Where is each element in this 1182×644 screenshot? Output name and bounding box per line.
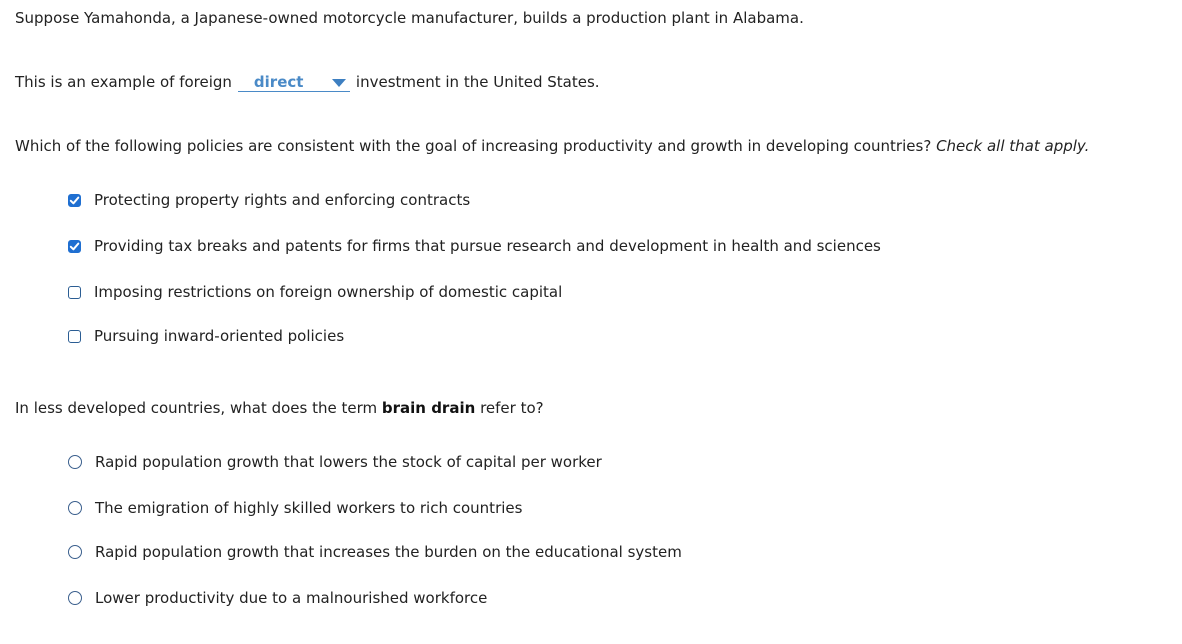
question1-sentence [15,72,600,92]
policy-option-label: Imposing restrictions on foreign ownership of domestic capital [94,283,563,301]
policy-option-1[interactable] [68,190,470,210]
checkbox-unchecked-icon[interactable] [68,330,81,343]
brain-drain-option-3[interactable] [68,542,682,562]
question3-term: brain drain [381,399,476,417]
policy-option-label: Providing tax breaks and patents for firms that pursue research and development in health and sciences [94,237,881,255]
policy-option-label: Protecting property rights and enforcing contracts [94,191,471,209]
question3-text-before: In less developed countries, what does the term [15,399,378,417]
policy-option-3[interactable] [68,282,562,302]
question2-instruction: Check all that apply. [936,137,1090,155]
brain-drain-option-2[interactable] [68,498,522,518]
caret-down-icon [332,79,346,87]
question1-sentence-after: investment in the United States. [355,73,600,91]
policy-option-2[interactable] [68,236,881,256]
brain-drain-option-4[interactable] [68,588,487,608]
brain-drain-option-label: Lower productivity due to a malnourished workforce [95,589,488,607]
question1-prompt: Suppose Yamahonda, a Japanese-owned motorcycle manufacturer, builds a production plant in Alabama. [15,9,804,27]
question2-prompt [15,136,1089,156]
investment-type-dropdown[interactable] [238,72,350,92]
policy-option-4[interactable] [68,326,344,346]
policy-option-label: Pursuing inward-oriented policies [94,327,345,345]
radio-unselected-icon[interactable] [68,545,82,559]
question3-text-after: refer to? [480,399,544,417]
radio-unselected-icon[interactable] [68,501,82,515]
question1-sentence-before: This is an example of foreign [15,73,232,91]
radio-unselected-icon[interactable] [68,455,82,469]
question2-text: Which of the following policies are consistent with the goal of increasing productivity and growth in developing countries? [15,137,932,155]
checkbox-checked-icon[interactable] [68,194,81,207]
brain-drain-option-1[interactable] [68,452,602,472]
brain-drain-option-label: Rapid population growth that lowers the stock of capital per worker [95,453,602,471]
question3-prompt [15,398,544,418]
dropdown-selected-value: direct [253,72,304,91]
brain-drain-option-label: The emigration of highly skilled workers to rich countries [95,499,523,517]
radio-unselected-icon[interactable] [68,591,82,605]
checkbox-unchecked-icon[interactable] [68,286,81,299]
checkbox-checked-icon[interactable] [68,240,81,253]
brain-drain-option-label: Rapid population growth that increases the burden on the educational system [95,543,682,561]
